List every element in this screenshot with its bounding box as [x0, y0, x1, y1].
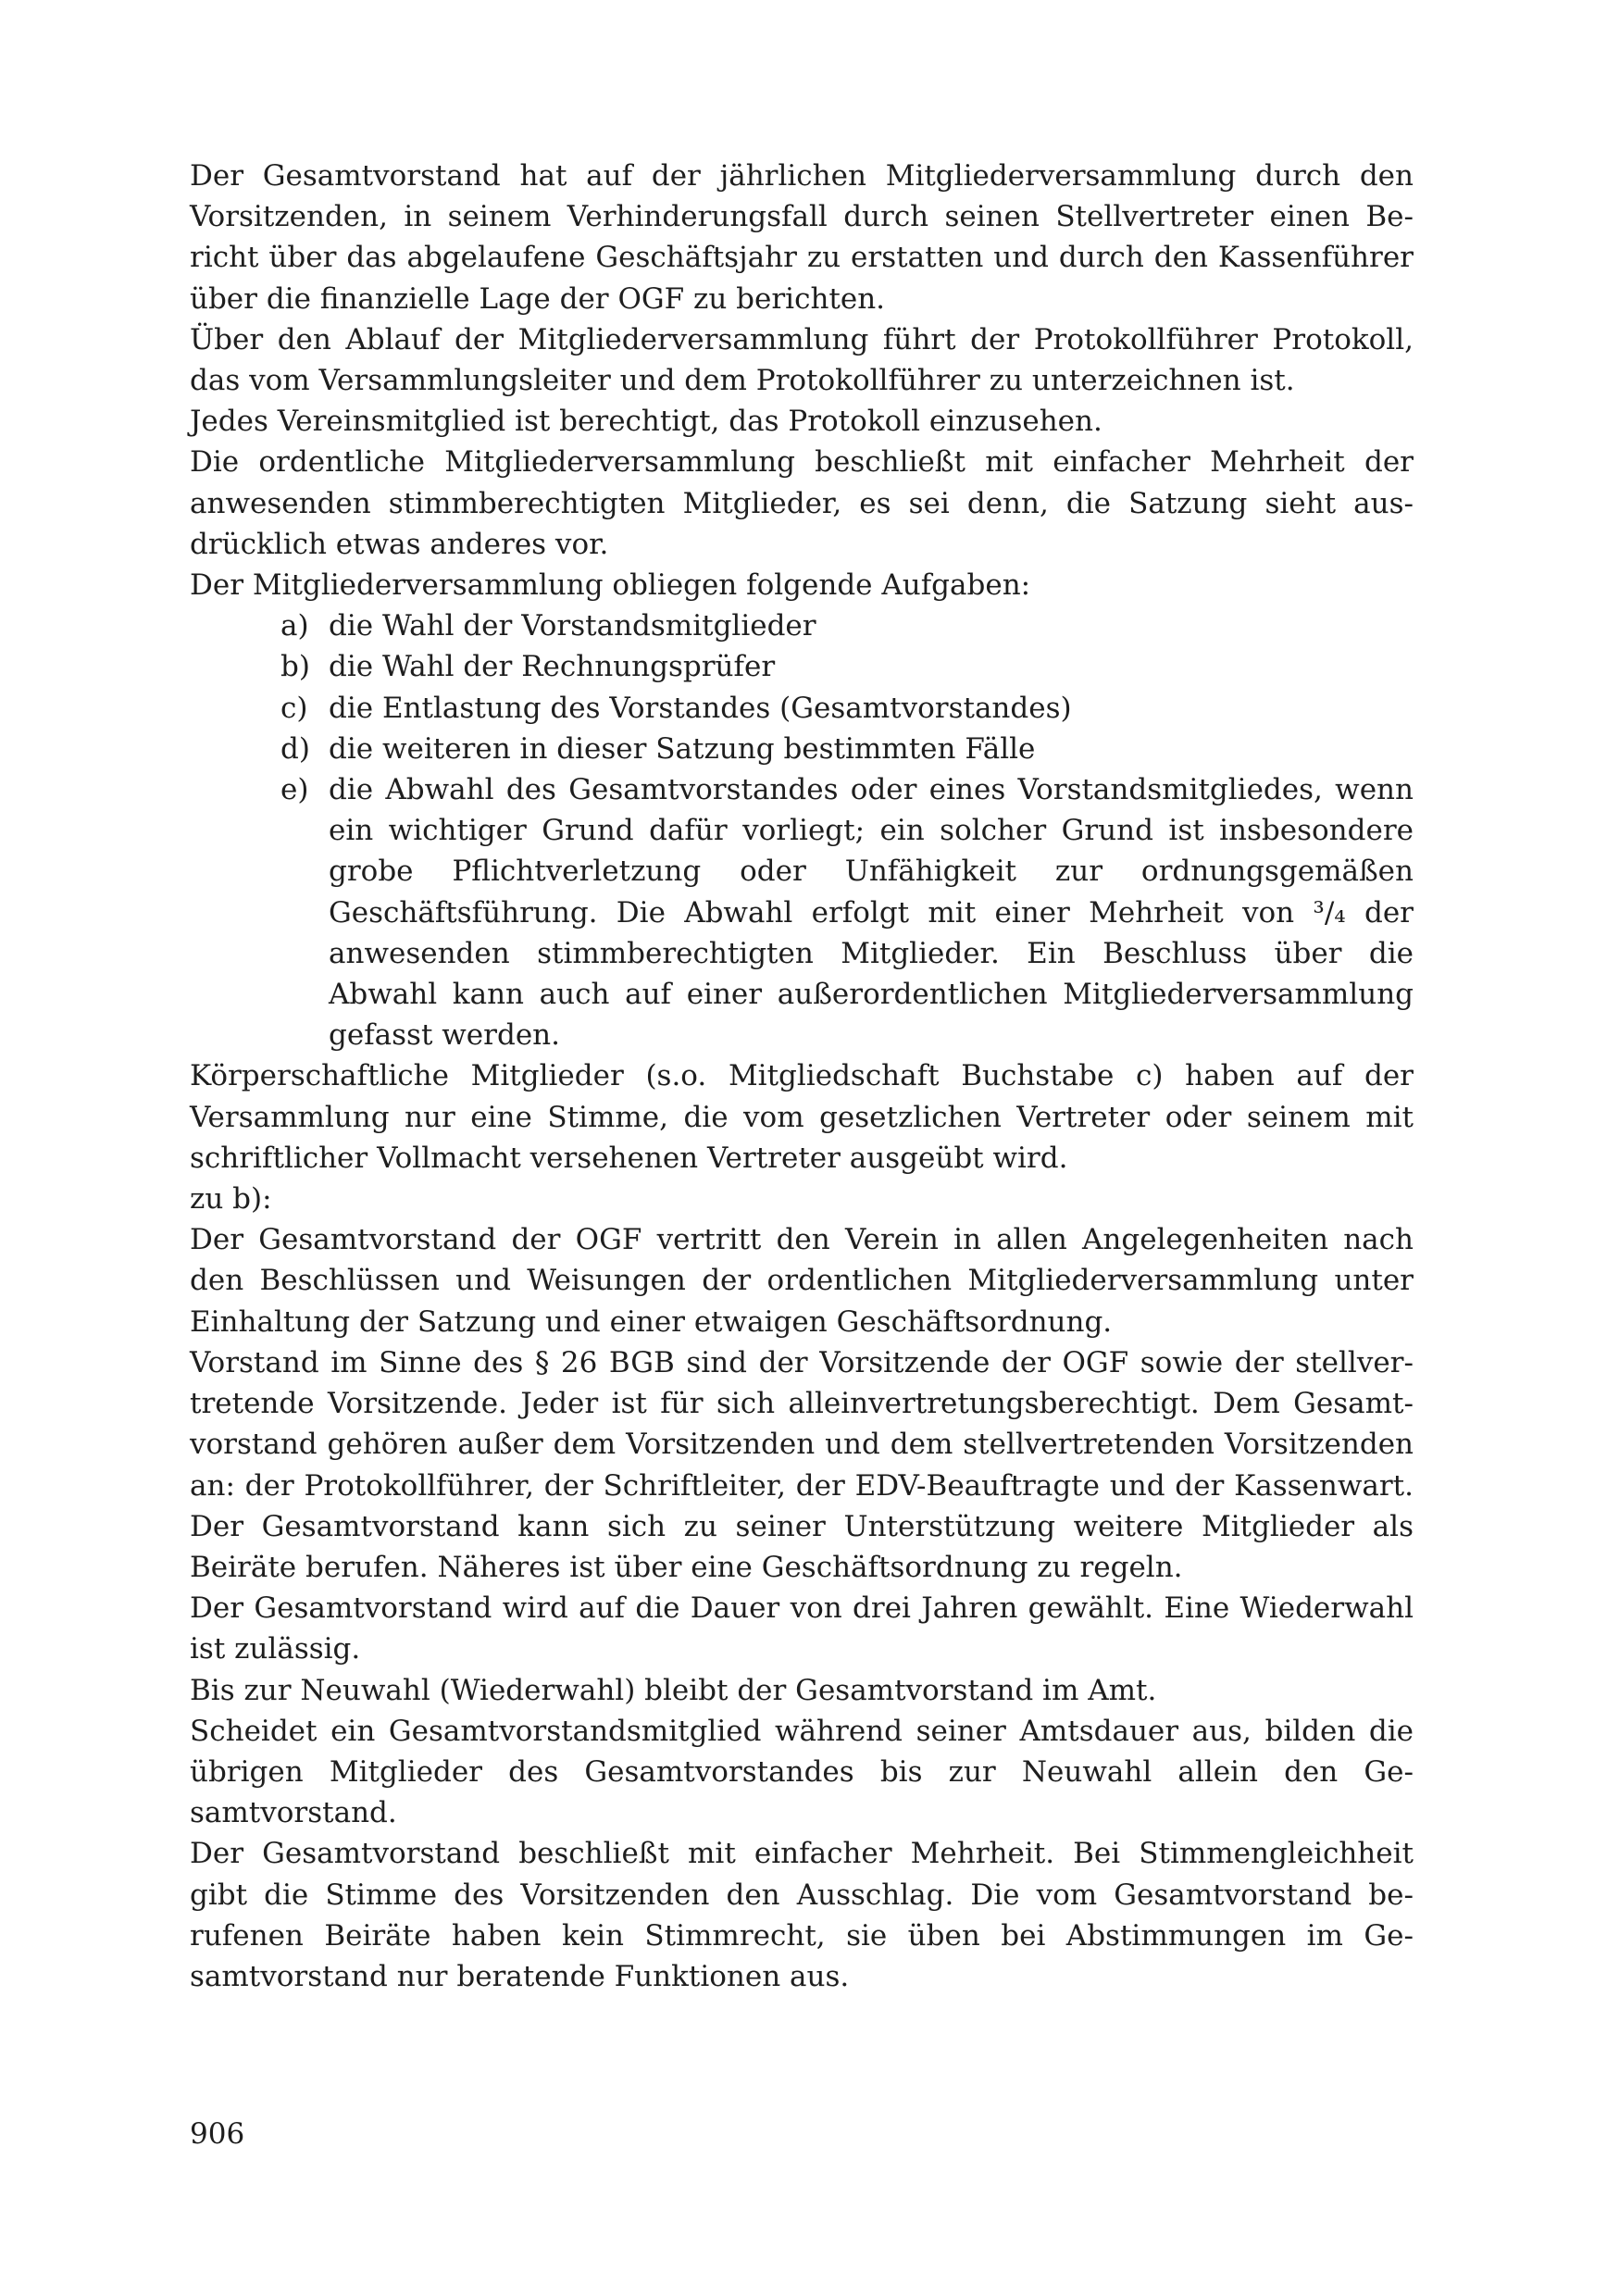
list-item-text: die Entlastung des Vorstandes (Gesamtvorstandes) [329, 691, 1072, 725]
paragraph-board-composition: Vorstand im Sinne des § 26 BGB sind der Vorsitzende der OGF sowie der stellvertretende Vorsitzende. Jeder ist für sich alleinvertretungsberechtigt. Dem Gesamtvorstand gehören außer dem Vorsitzenden und dem stellvertretenden Vorsitzenden an: der Protokollführer, der Schriftleiter, der EDV-Beauftragte und der Kassenwart. Der Gesamtvorstand kann sich zu seiner Unterstützung weitere Mitglieder als Beiräte berufen. Näheres ist über eine Geschäftsordnung zu regeln. [190, 1345, 1414, 1584]
list-item-text: die Abwahl des Gesamtvorstandes oder eines Vorstandsmitgliedes, wenn ein wichtiger Grund dafür vorliegt; ein solcher Grund ist insbesondere grobe Pflichtverletzung oder Unfähigkeit zur ordnungsgemäßen Geschäftsführung. Die Abwahl erfolgt mit einer Mehrheit von ³/₄ der anwesenden stimmberechtigten Mitglieder. Ein Beschluss über die Abwahl kann auch auf einer außerordentlichen Mitgliederversammlung gefasst werden. [329, 773, 1414, 1053]
list-item [190, 646, 1414, 687]
body-text [190, 156, 1414, 1997]
paragraph-until-reelection: Bis zur Neuwahl (Wiederwahl) bleibt der Gesamtvorstand im Amt. [190, 1673, 1157, 1707]
section-heading-zu-b: zu b): [190, 1182, 272, 1217]
list-marker: a) [280, 609, 309, 643]
list-marker: c) [280, 691, 308, 725]
paragraph-member-leaves: Scheidet ein Gesamtvorstandsmitglied während seiner Amtsdauer aus, bilden die übrigen Mitglieder des Gesamtvorstandes bis zur Neuwahl allein den Gesamtvorstand. [190, 1714, 1414, 1830]
list-item [190, 605, 1414, 646]
list-item [190, 769, 1414, 1055]
paragraph-annual-report: Der Gesamtvorstand hat auf der jährlichen Mitgliederversammlung durch den Vorsitzenden, in seinem Verhinderungsfall durch seinen Stellvertreter einen Bericht über das abgelaufene Geschäftsjahr zu erstatten und durch den Kassenführer über die finanzielle Lage der OGF zu berichten. [190, 159, 1414, 316]
tasks-list [190, 605, 1414, 1055]
list-item [190, 688, 1414, 729]
list-item [190, 729, 1414, 769]
list-marker: e) [280, 773, 309, 807]
paragraph-corporate-members: Körperschaftliche Mitglieder (s.o. Mitgliedschaft Buchstabe c) haben auf der Versammlung nur eine Stimme, die vom gesetzlichen Vertreter oder seinem mit schriftlicher Vollmacht versehenen Vertreter ausgeübt wird. [190, 1059, 1414, 1175]
paragraph-board-represents: Der Gesamtvorstand der OGF vertritt den Verein in allen Angelegenheiten nach den Beschlüssen und Weisungen der ordentlichen Mitgliederversammlung unter Einhaltung der Satzung und einer etwaigen Geschäftsordnung. [190, 1223, 1414, 1339]
paragraph-tasks-intro: Der Mitgliederversammlung obliegen folgende Aufgaben: [190, 568, 1031, 603]
paragraph-term-of-office: Der Gesamtvorstand wird auf die Dauer von drei Jahren gewählt. Eine Wiederwahl ist zulässig. [190, 1591, 1414, 1666]
list-marker: b) [280, 650, 310, 684]
list-item-text: die Wahl der Vorstandsmitglieder [329, 609, 816, 643]
paragraph-board-decisions: Der Gesamtvorstand beschließt mit einfacher Mehrheit. Bei Stimmengleichheit gibt die Stimme des Vorsitzenden den Ausschlag. Die vom Gesamtvorstand berufenen Beiräte haben kein Stimmrecht, sie üben bei Abstimmungen im Gesamtvorstand nur beratende Funktionen aus. [190, 1837, 1414, 1993]
list-item-text: die weiteren in dieser Satzung bestimmten Fälle [329, 731, 1036, 766]
paragraph-protocol: Über den Ablauf der Mitgliederversammlung führt der Protokollführer Protokoll, das vom Versammlungsleiter und dem Protokollführer zu unterzeichnen ist. [190, 322, 1414, 398]
list-marker: d) [280, 731, 310, 766]
page-number: 906 [190, 2117, 245, 2151]
list-item-text: die Wahl der Rechnungsprüfer [329, 650, 776, 684]
paragraph-protocol-access: Jedes Vereinsmitglied ist berechtigt, das Protokoll einzusehen. [190, 405, 1102, 439]
paragraph-majority-vote: Die ordentliche Mitgliederversammlung beschließt mit einfacher Mehrheit der anwesenden stimmberechtigten Mitglieder, es sei denn, die Satzung sieht ausdrücklich etwas anderes vor. [190, 445, 1414, 561]
